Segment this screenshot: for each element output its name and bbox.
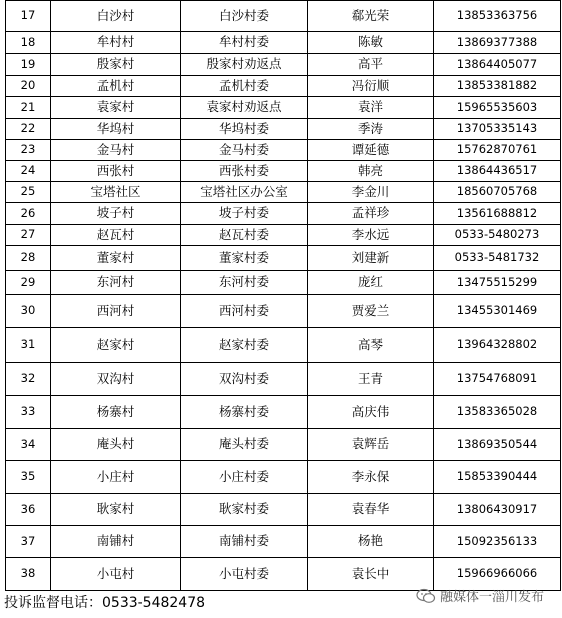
office-name: 西河村委 [181,295,308,328]
phone-number: 15092356133 [434,526,561,558]
contact-person: 刘建新 [308,246,434,271]
contact-person: 高琴 [308,328,434,363]
village-name: 东河村 [51,271,181,295]
village-name: 袁家村 [51,97,181,119]
phone-number: 0533-5480273 [434,225,561,246]
office-name: 宝塔社区办公室 [181,182,308,203]
row-number: 29 [6,271,51,295]
table-row [6,119,561,140]
office-name: 西张村委 [181,161,308,182]
village-name: 西张村 [51,161,181,182]
village-name: 牟村村 [51,32,181,54]
phone-number: 13869377388 [434,32,561,54]
phone-number: 15853390444 [434,461,561,494]
table-row [6,182,561,203]
row-number: 31 [6,328,51,363]
contact-person: 谭延德 [308,140,434,161]
phone-number: 18560705768 [434,182,561,203]
village-name: 双沟村 [51,363,181,396]
table-row [6,429,561,461]
contact-person: 冯衍顺 [308,76,434,97]
village-name: 白沙村 [51,1,181,32]
phone-number: 15762870761 [434,140,561,161]
contact-person: 袁辉岳 [308,429,434,461]
row-number: 26 [6,203,51,225]
table-row [6,526,561,558]
contact-person: 王青 [308,363,434,396]
row-number: 22 [6,119,51,140]
contact-person: 高庆伟 [308,396,434,429]
village-name: 孟机村 [51,76,181,97]
table-row [6,363,561,396]
contact-person: 季涛 [308,119,434,140]
row-number: 28 [6,246,51,271]
office-name: 殷家村劝返点 [181,54,308,76]
office-name: 赵瓦村委 [181,225,308,246]
row-number: 33 [6,396,51,429]
contact-person: 杨艳 [308,526,434,558]
table-row [6,246,561,271]
phone-number: 13754768091 [434,363,561,396]
table-row [6,328,561,363]
row-number: 38 [6,558,51,591]
row-number: 25 [6,182,51,203]
table-row [6,203,561,225]
row-number: 30 [6,295,51,328]
village-name: 董家村 [51,246,181,271]
office-name: 孟机村委 [181,76,308,97]
wechat-icon [416,588,436,604]
office-name: 小屯村委 [181,558,308,591]
village-name: 宝塔社区 [51,182,181,203]
row-number: 18 [6,32,51,54]
table-row [6,54,561,76]
row-number: 23 [6,140,51,161]
contact-person: 袁长中 [308,558,434,591]
table-row [6,1,561,32]
village-name: 小庄村 [51,461,181,494]
phone-number: 13455301469 [434,295,561,328]
office-name: 小庄村委 [181,461,308,494]
row-number: 17 [6,1,51,32]
table-row [6,140,561,161]
phone-number: 13864436517 [434,161,561,182]
phone-number: 13705335143 [434,119,561,140]
village-name: 小屯村 [51,558,181,591]
table-row [6,295,561,328]
office-name: 牟村村委 [181,32,308,54]
table-row [6,161,561,182]
contact-person: 孟祥珍 [308,203,434,225]
phone-number: 13583365028 [434,396,561,429]
watermark-text: 融媒体一淄川发布 [439,590,544,605]
contact-person: 陈敏 [308,32,434,54]
village-name: 杨寨村 [51,396,181,429]
office-name: 袁家村劝返点 [181,97,308,119]
office-name: 耿家村委 [181,494,308,526]
office-name: 双沟村委 [181,363,308,396]
village-name: 坡子村 [51,203,181,225]
phone-number: 13853381882 [434,76,561,97]
table-body [6,1,561,591]
contact-person: 贾爱兰 [308,295,434,328]
row-number: 34 [6,429,51,461]
contact-person: 韩亮 [308,161,434,182]
phone-number: 13853363756 [434,1,561,32]
complaint-hotline: 投诉监督电话：0533-5482478 [4,595,206,611]
office-name: 赵家村委 [181,328,308,363]
contact-person: 李金川 [308,182,434,203]
phone-number: 15966966066 [434,558,561,591]
contact-person: 李永保 [308,461,434,494]
village-name: 庵头村 [51,429,181,461]
table-row [6,225,561,246]
contact-person: 袁春华 [308,494,434,526]
phone-number: 13869350544 [434,429,561,461]
office-name: 董家村委 [181,246,308,271]
contact-person: 李水远 [308,225,434,246]
village-contact-table [5,0,561,591]
village-name: 西河村 [51,295,181,328]
contact-person: 郗光荣 [308,1,434,32]
office-name: 东河村委 [181,271,308,295]
table-row [6,271,561,295]
table-row [6,32,561,54]
village-name: 赵瓦村 [51,225,181,246]
village-name: 南铺村 [51,526,181,558]
contact-person: 高平 [308,54,434,76]
row-number: 20 [6,76,51,97]
office-name: 白沙村委 [181,1,308,32]
row-number: 24 [6,161,51,182]
row-number: 36 [6,494,51,526]
phone-number: 15965535603 [434,97,561,119]
village-name: 赵家村 [51,328,181,363]
village-name: 华坞村 [51,119,181,140]
row-number: 27 [6,225,51,246]
table-row [6,97,561,119]
phone-number: 0533-5481732 [434,246,561,271]
phone-number: 13561688812 [434,203,561,225]
table-row [6,396,561,429]
phone-number: 13964328802 [434,328,561,363]
row-number: 35 [6,461,51,494]
row-number: 19 [6,54,51,76]
contact-person: 袁洋 [308,97,434,119]
table-row [6,461,561,494]
office-name: 华坞村委 [181,119,308,140]
watermark [416,586,544,605]
office-name: 南铺村委 [181,526,308,558]
row-number: 32 [6,363,51,396]
village-name: 殷家村 [51,54,181,76]
office-name: 庵头村委 [181,429,308,461]
office-name: 坡子村委 [181,203,308,225]
phone-number: 13475515299 [434,271,561,295]
table-row [6,494,561,526]
village-name: 金马村 [51,140,181,161]
office-name: 杨寨村委 [181,396,308,429]
row-number: 37 [6,526,51,558]
table-row [6,76,561,97]
row-number: 21 [6,97,51,119]
contact-person: 庞红 [308,271,434,295]
phone-number: 13806430917 [434,494,561,526]
office-name: 金马村委 [181,140,308,161]
phone-number: 13864405077 [434,54,561,76]
village-name: 耿家村 [51,494,181,526]
